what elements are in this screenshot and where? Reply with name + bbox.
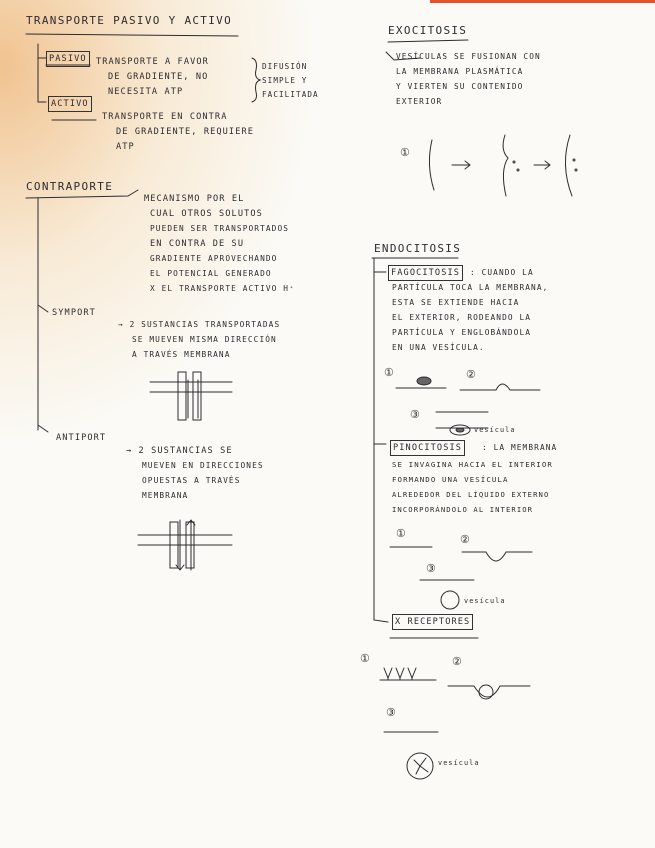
pinocitosis-line: : LA MEMBRANA	[482, 443, 558, 452]
contraporte-line: EL POTENCIAL GENERADO	[150, 269, 272, 278]
fagocitosis-step-1: ①	[384, 366, 395, 379]
antiport-line: → 2 SUSTANCIAS SE	[126, 446, 233, 456]
pinocitosis-step-2: ②	[460, 533, 471, 546]
pinocitosis-vesicula-label: vesícula	[464, 597, 506, 605]
antiport-line: MUEVEN EN DIRECCIONES	[142, 461, 264, 470]
activo-line-1: TRANSPORTE EN CONTRA	[102, 112, 228, 122]
difusion-line-1: DIFUSIÓN	[262, 62, 308, 71]
difusion-line-2: SIMPLE Y	[262, 76, 308, 85]
exocitosis-line: EXTERIOR	[396, 97, 443, 106]
symport-line: A TRAVÉS MEMBRANA	[132, 350, 231, 359]
contraporte-heading: CONTRAPORTE	[26, 180, 114, 193]
pinocitosis-line: INCORPORÁNDOLO AL INTERIOR	[392, 505, 534, 514]
exocitosis-line: LA MEMBRANA PLASMÁTICA	[396, 67, 524, 76]
page-title: TRANSPORTE PASIVO Y ACTIVO	[26, 14, 232, 27]
antiport-line: MEMBRANA	[142, 491, 189, 500]
fagocitosis-line: PARTÍCULA TOCA LA MEMBRANA,	[392, 283, 549, 292]
pasivo-line-2: DE GRADIENTE, NO	[108, 72, 209, 82]
fagocitosis-line: : CUANDO LA	[470, 268, 534, 277]
fagocitosis-step-3: ③	[410, 408, 421, 421]
contraporte-line: MECANISMO POR EL	[144, 194, 245, 204]
pinocitosis-step-1: ①	[396, 527, 407, 540]
receptores-vesicula-label: vesícula	[438, 759, 480, 767]
contraporte-line: PUEDEN SER TRANSPORTADOS	[150, 224, 290, 233]
contraporte-line: GRADIENTE APROVECHANDO	[150, 254, 278, 263]
fagocitosis-line: ESTA SE EXTIENDE HACIA	[392, 298, 520, 307]
exocitosis-heading: EXOCITOSIS	[388, 24, 468, 37]
pinocitosis-line: SE INVAGINA HACIA EL INTERIOR	[392, 460, 553, 469]
pinocitosis-step-3: ③	[426, 562, 437, 575]
symport-line: → 2 SUSTANCIAS TRANSPORTADAS	[118, 320, 281, 329]
exocitosis-line: VESÍCULAS SE FUSIONAN CON	[396, 52, 541, 61]
fagocitosis-line: EL EXTERIOR, RODEANDO LA	[392, 313, 532, 322]
fagocitosis-label: FAGOCITOSIS	[388, 265, 463, 281]
antiport-label: ANTIPORT	[56, 433, 107, 443]
fagocitosis-step-2: ②	[466, 368, 477, 381]
endocitosis-heading: ENDOCITOSIS	[374, 242, 462, 255]
pinocitosis-label: PINOCITOSIS	[390, 440, 465, 456]
receptores-step-1: ①	[360, 652, 371, 665]
receptores-label: X RECEPTORES	[392, 614, 473, 630]
exocitosis-line: Y VIERTEN SU CONTENIDO	[396, 82, 524, 91]
pasivo-label: PASIVO	[46, 51, 90, 67]
pasivo-line-3: NECESITA ATP	[108, 87, 184, 97]
receptores-step-2: ②	[452, 655, 463, 668]
fagocitosis-line: PARTÍCULA Y ENGLOBÁNDOLA	[392, 328, 532, 337]
fagocitosis-vesicula-label: vesícula	[474, 426, 516, 434]
antiport-line: OPUESTAS A TRAVÉS	[142, 476, 241, 485]
receptores-step-3: ③	[386, 706, 397, 719]
fagocitosis-line: EN UNA VESÍCULA.	[392, 343, 485, 352]
contraporte-line: CUAL OTROS SOLUTOS	[150, 209, 263, 219]
difusion-line-3: FACILITADA	[262, 90, 319, 99]
pinocitosis-line: ALREDEDOR DEL LÍQUIDO EXTERNO	[392, 490, 550, 499]
pasivo-line-1: TRANSPORTE A FAVOR	[96, 57, 209, 67]
symport-line: SE MUEVEN MISMA DIRECCIÓN	[132, 335, 277, 344]
pinocitosis-line: FORMANDO UNA VESÍCULA	[392, 475, 509, 484]
activo-label: ACTIVO	[48, 96, 92, 112]
activo-line-2: DE GRADIENTE, REQUIERE	[116, 127, 255, 137]
symport-label: SYMPORT	[52, 308, 96, 318]
contraporte-line: X EL TRANSPORTE ACTIVO H⁺	[150, 284, 295, 293]
exocitosis-step-number: ①	[400, 146, 411, 159]
activo-line-3: ATP	[116, 142, 135, 152]
contraporte-line: EN CONTRA DE SU	[150, 239, 245, 249]
